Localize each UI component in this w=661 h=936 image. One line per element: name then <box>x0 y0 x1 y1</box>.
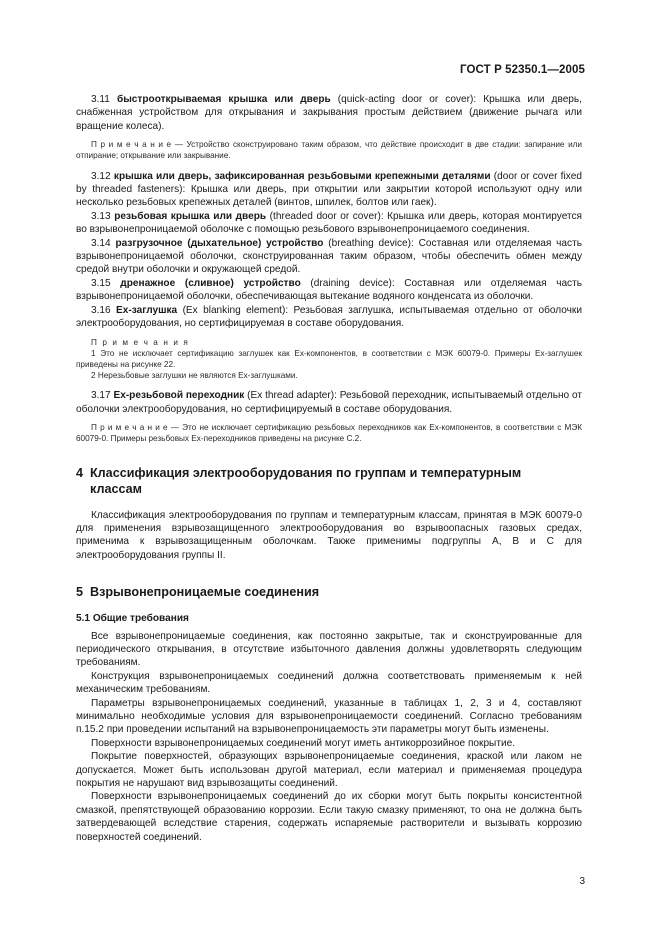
paragraph: Покрытие поверхностей, образующих взрывонепроницаемые соединения, краской или лаком не допускается. Может быть использован другой материал, если материал и применяемая процедура покрытия не нарушают вид взрывозащиты соединений. <box>76 751 582 790</box>
document-header: ГОСТ Р 52350.1—2005 <box>460 64 585 76</box>
term-definition: : Резьбовой переходник, испытываемый отдельно от оболочки электрооборудования, но сертифицируемый в составе оборудования. <box>76 390 582 415</box>
note-label: П р и м е ч а н и е <box>91 140 172 150</box>
term-definition: : Крышка или дверь, снабженная устройством для открывания и закрывания простым действием (движение рычага или вращение колеса). <box>76 94 582 132</box>
term-english: (breathing device) <box>323 237 412 249</box>
term-number: 3.11 <box>91 94 110 105</box>
section-4-text: Классификация электрооборудования по группам и температурным классам, принятая в МЭК 60079-0 для применения взрывозащищенного электрооборудования во взрывоопасных газовых средах, применима к взрывозащищенным оболочкам. Также применимы подгруппы А, В и С для электрооборудования группы II. <box>76 509 582 561</box>
notes-3-16-label: П р и м е ч а н и я <box>91 337 190 347</box>
section-4-heading <box>76 465 582 497</box>
term-definition: : Резьбовая заглушка, испытываемая отдельно от оболочки электрооборудования, но сертифицируемая в составе оборудования. <box>76 304 582 330</box>
section-5-heading <box>76 584 582 600</box>
term-english: (Ex thread adapter) <box>244 390 335 402</box>
term-3-15 <box>76 277 582 304</box>
term-number: 3.15 <box>91 277 111 289</box>
term-title: дренажное (сливное) устройство <box>120 277 301 289</box>
paragraph: Все взрывонепроницаемые соединения, как постоянно закрытые, так и сконструированные для периодического открывания, в отсутствие избыточного давления должны удовлетворять следующим требованиям. <box>76 630 582 669</box>
term-number: 3.16 <box>91 304 111 316</box>
term-title: резьбовая крышка или дверь <box>114 210 267 222</box>
paragraph: Поверхности взрывонепроницаемых соединений до их сборки могут быть покрыты консистентной смазкой, препятствующей образованию коррозии. Если такую смазку применяют, то она не должна быть затвердевающей вследствие старения, содержать испаряемые растворители и вызывать коррозию поверхностей соединений. <box>76 791 582 843</box>
term-3-17 <box>76 389 582 416</box>
notes-3-16-item-1: 1 Это не исключает сертификацию заглушек как Ex-компонентов, в соответствии с МЭК 60079-0. Примеры Ex-заглушек приведены на рисунке 22. <box>76 348 582 369</box>
term-definition: : Крышка или дверь, при открытии или закрытии которой используют одну или несколько резьбовых крепежных деталей (винтов, шпилек, болтов или гаек). <box>76 184 582 209</box>
note-text: — Устройство сконструировано таким образом, что действие происходит в две стадии: запирание или отпирание; открывание или закрывание. <box>76 140 582 161</box>
subsection-5-1-heading: 5.1 Общие требования <box>76 613 189 625</box>
section-title-line1: Классификация электрооборудования по группам и температурным <box>90 465 522 480</box>
note-text: — Это не исключает сертификацию резьбовых переходников как Ex-компонентов, в соответствии с МЭК 60079-0. Примеры резьбовых Ex-переходников приведены на рисунке С.2. <box>76 423 582 444</box>
term-3-11 <box>76 93 582 133</box>
term-title: Ex-резьбовой переходник <box>113 390 245 402</box>
page-content <box>76 93 582 844</box>
term-english: (door or cover fixed by threaded fasteners) <box>76 170 582 196</box>
term-definition: : Составная или отделяемая часть взрывонепроницаемой оболочки, сконструированная таким образом, чтобы обеспечить обмен между средой внутри оболочки и окружающей средой. <box>76 237 582 276</box>
term-number: 3.13 <box>91 210 111 222</box>
note-3-11 <box>76 139 582 161</box>
term-number: 3.12 <box>91 170 111 182</box>
paragraph: Поверхности взрывонепроницаемых соединений могут иметь антикоррозийное покрытие. <box>91 737 515 749</box>
term-title: Ex-заглушка <box>116 304 178 316</box>
term-english: (draining device) <box>300 277 392 289</box>
paragraph: Конструкция взрывонепроницаемых соединений должна соответствовать применяемым к ней механическим требованиям. <box>76 670 582 696</box>
notes-3-16-item-2: 2 Нерезьбовые заглушки не являются Ex-заглушками. <box>91 371 298 381</box>
term-3-13 <box>76 210 582 237</box>
term-3-16 <box>76 304 582 331</box>
term-english: (quick-acting door or cover) <box>330 94 474 105</box>
term-number: 3.14 <box>91 237 111 249</box>
page-number: 3 <box>579 876 585 887</box>
note-label: П р и м е ч а н и е <box>91 423 168 433</box>
section-number: 5 <box>76 585 84 600</box>
paragraph: Параметры взрывонепроницаемых соединений, указанные в таблицах 1, 2, 3 и 4, составляют минимально необходимые условия для взрывонепроницаемости соединений. Согласно требованиям п.15.2 при проведении испытаний на взрывонепроницаемость эти параметры могут быть изменены. <box>76 697 582 736</box>
term-3-12 <box>76 170 582 210</box>
section-number: 4 <box>76 465 84 480</box>
term-english: (Ex blanking element) <box>177 304 286 316</box>
term-definition: : Составная или отделяемая часть взрывонепроницаемой оболочки, обеспечивающая вытекание водяного конденсата из оболочки. <box>76 277 582 303</box>
term-number: 3.17 <box>91 390 111 402</box>
term-definition: : Крышка или дверь, которая монтируется во взрывонепроницаемой оболочке с помощью резьбового взрывонепроницаемого соединения. <box>76 210 582 236</box>
term-title: быстрооткрываемая крышка или дверь <box>116 94 331 105</box>
section-title: Взрывонепроницаемые соединения <box>90 585 320 600</box>
term-title: крышка или дверь, зафиксированная резьбовыми крепежными деталями <box>113 170 491 182</box>
section-title-line2: классам <box>90 481 142 496</box>
note-3-17 <box>76 422 582 444</box>
term-3-14 <box>76 237 582 277</box>
term-title: разгрузочное (дыхательное) устройство <box>115 237 324 249</box>
term-english: (threaded door or cover) <box>266 210 381 222</box>
